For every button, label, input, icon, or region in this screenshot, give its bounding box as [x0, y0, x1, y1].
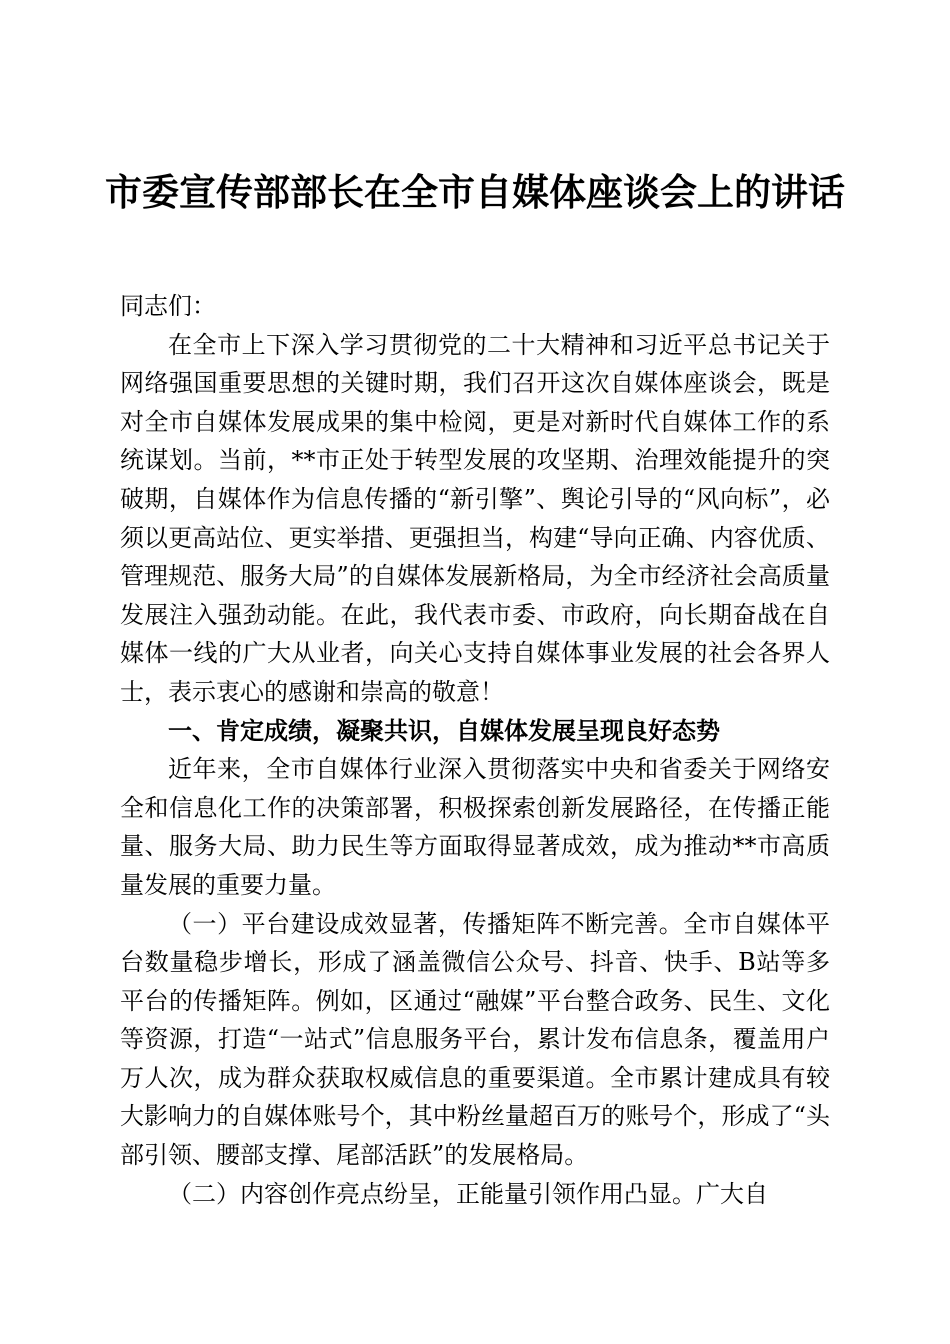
paragraph-intro: 在全市上下深入学习贯彻党的二十大精神和习近平总书记关于网络强国重要思想的关键时期，我们召开这次自媒体座谈会，既是对全市自媒体发展成果的集中检阅，更是对新时代自媒体工作的系统谋划。当前，**市正处于转型发展的攻坚期、治理效能提升的突破期，自媒体作为信息传播的“新引擎”、舆论引导的“风向标”，必须以更高站位、更实举措、更强担当，构建“导向正确、内容优质、管理规范、服务大局”的自媒体发展新格局，为全市经济社会高质量发展注入强劲动能。在此，我代表市委、市政府，向长期奋战在自媒体一线的广大从业者，向关心支持自媒体事业发展的社会各界人士，表示衷心的感谢和崇高的敬意！ [120, 330, 830, 706]
paragraph-achievements: 近年来，全市自媒体行业深入贯彻落实中央和省委关于网络安全和信息化工作的决策部署，积极探索创新发展路径，在传播正能量、服务大局、助力民生等方面取得显著成效，成为推动**市高质量发展的重要力量。 [120, 755, 830, 899]
section-heading-1: 一、肯定成绩，凝聚共识，自媒体发展呈现良好态势 [168, 716, 720, 745]
paragraph-content-creation: （二）内容创作亮点纷呈，正能量引领作用凸显。广大自 [168, 1179, 768, 1208]
paragraph-platform-building: （一）平台建设成效显著，传播矩阵不断完善。全市自媒体平台数量稳步增长，形成了涵盖微信公众号、抖音、快手、B站等多平台的传播矩阵。例如，区通过“融媒”平台整合政务、民生、文化等资源，打造“一站式”信息服务平台，累计发布信息条，覆盖用户万人次，成为群众获取权威信息的重要渠道。全市累计建成具有较大影响力的自媒体账号个，其中粉丝量超百万的账号个，形成了“头部引领、腰部支撑、尾部活跃”的发展格局。 [120, 909, 830, 1170]
salutation: 同志们： [120, 292, 216, 320]
document-title: 市委宣传部部长在全市自媒体座谈会上的讲话 [105, 170, 845, 214]
document-body [120, 287, 830, 1213]
